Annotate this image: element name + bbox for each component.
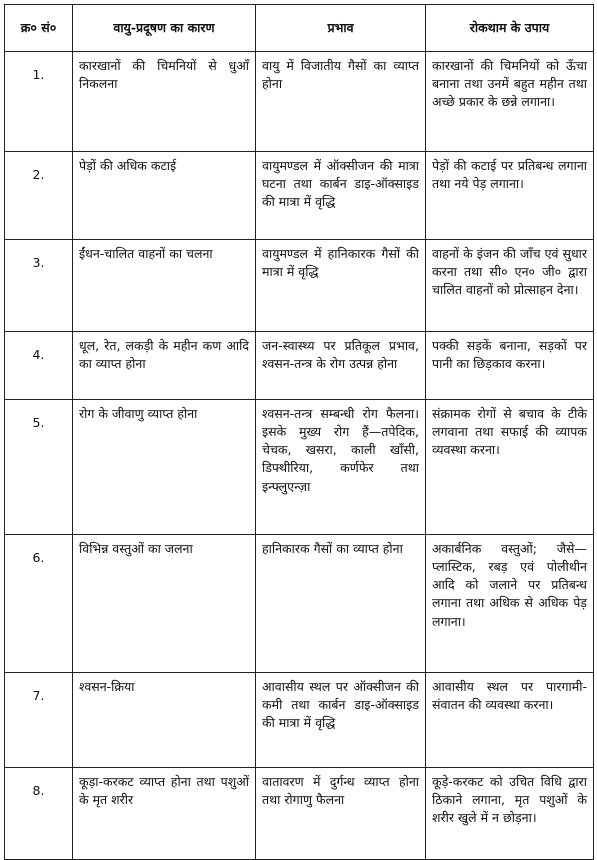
effect-cell: वायुमण्डल में हानिकारक गैसों की मात्रा में वृद्धि [256, 240, 426, 332]
document-page [4, 4, 593, 853]
serial-cell: 4. [5, 332, 73, 400]
table-row [5, 535, 594, 673]
cause-cell: कारखानों की चिमनियों से धुआँ निकलना [73, 52, 256, 152]
effect-cell: वायुमण्डल में ऑक्सीजन की मात्रा घटना तथा कार्बन डाइ-ऑक्साइड की मात्रा में वृद्धि [256, 152, 426, 240]
serial-cell: 5. [5, 400, 73, 535]
effect-cell: हानिकारक गैसों का व्याप्त होना [256, 535, 426, 673]
table-row [5, 152, 594, 240]
cause-cell: ईंधन-चालित वाहनों का चलना [73, 240, 256, 332]
cause-cell: श्वसन-क्रिया [73, 673, 256, 768]
table-row [5, 332, 594, 400]
serial-cell: 3. [5, 240, 73, 332]
serial-cell: 6. [5, 535, 73, 673]
header-effect: प्रभाव [256, 5, 426, 52]
header-prevention: रोकथाम के उपाय [426, 5, 594, 52]
serial-cell: 8. [5, 768, 73, 860]
effect-cell: वातावरण में दुर्गन्ध व्याप्त होना तथा रोगाणु फैलना [256, 768, 426, 860]
prevention-cell: अकार्बनिक वस्तुओं; जैसे—प्लास्टिक, रबड़ एवं पोलीथीन आदि को जलाने पर प्रतिबन्ध लगाना तथा अधिक से अधिक पेड़ लगाना। [426, 535, 594, 673]
serial-cell: 2. [5, 152, 73, 240]
prevention-cell: पक्की सड़कें बनाना, सड़कों पर पानी का छिड़काव करना। [426, 332, 594, 400]
prevention-cell: आवासीय स्थल पर पारगामी-संवातन की व्यवस्था करना। [426, 673, 594, 768]
serial-cell: 7. [5, 673, 73, 768]
prevention-cell: कारखानों की चिमनियों को ऊँचा बनाना तथा उनमें बहुत महीन तथा अच्छे प्रकार के छन्ने लगाना। [426, 52, 594, 152]
effect-cell: आवासीय स्थल पर ऑक्सीजन की कमी तथा कार्बन डाइ-ऑक्साइड की मात्रा में वृद्धि [256, 673, 426, 768]
prevention-cell: कूड़े-करकट को उचित विधि द्वारा ठिकाने लगाना, मृत पशुओं के शरीर खुले में न छोड़ना। [426, 768, 594, 860]
table-row [5, 673, 594, 768]
effect-cell: वायु में विजातीय गैसों का व्याप्त होना [256, 52, 426, 152]
table-row [5, 400, 594, 535]
table-row [5, 52, 594, 152]
table-header-row [5, 5, 594, 52]
prevention-cell: संक्रामक रोगों से बचाव के टीके लगवाना तथा सफाई की व्यापक व्यवस्था करना। [426, 400, 594, 535]
header-cause: वायु-प्रदूषण का कारण [73, 5, 256, 52]
effect-cell: श्वसन-तन्त्र सम्बन्धी रोग फैलना। इसके मुख्य रोग हैं—तपेदिक, चेचक, खसरा, काली खाँसी, डिफ्थीरिया, कर्णफेर तथा इन्फ्लुएन्ज़ा [256, 400, 426, 535]
table-row [5, 240, 594, 332]
header-serial-no: क्र० सं० [5, 5, 73, 52]
cause-cell: कूड़ा-करकट व्याप्त होना तथा पशुओं के मृत शरीर [73, 768, 256, 860]
prevention-cell: पेड़ों की कटाई पर प्रतिबन्ध लगाना तथा नये पेड़ लगाना। [426, 152, 594, 240]
effect-cell: जन-स्वास्थ्य पर प्रतिकूल प्रभाव, श्वसन-तन्त्र के रोग उत्पन्न होना [256, 332, 426, 400]
cause-cell: विभिन्न वस्तुओं का जलना [73, 535, 256, 673]
cause-cell: रोग के जीवाणु व्याप्त होना [73, 400, 256, 535]
air-pollution-table [4, 4, 594, 860]
table-row [5, 768, 594, 860]
serial-cell: 1. [5, 52, 73, 152]
cause-cell: पेड़ों की अधिक कटाई [73, 152, 256, 240]
cause-cell: धूल, रेत, लकड़ी के महीन कण आदि का व्याप्त होना [73, 332, 256, 400]
prevention-cell: वाहनों के इंजन की जाँच एवं सुधार करना तथा सी० एन० जी० द्वारा चालित वाहनों को प्रोत्साहन देना। [426, 240, 594, 332]
